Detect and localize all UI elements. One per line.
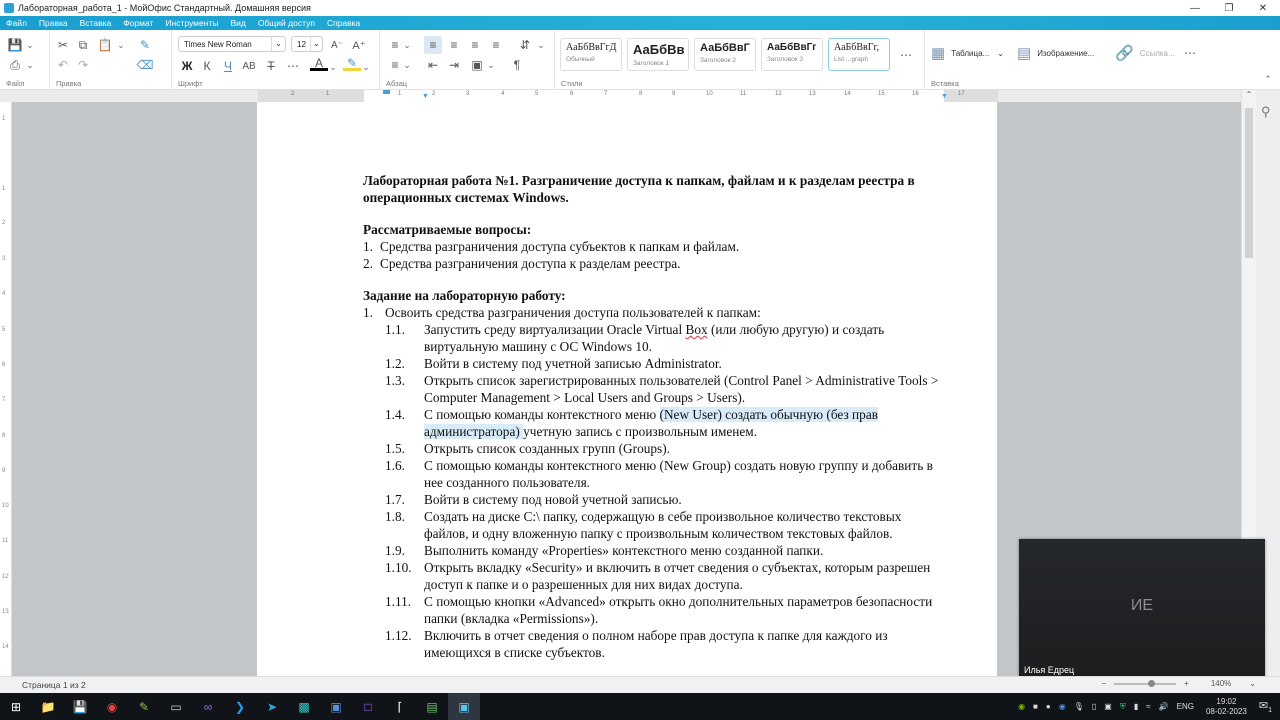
network-computer-icon[interactable]: ▤ bbox=[426, 699, 438, 714]
chevron-down-icon[interactable]: ⌄ bbox=[487, 59, 495, 70]
ruler-tick: 12 bbox=[2, 574, 9, 580]
ruler-tick: 7 bbox=[2, 397, 6, 403]
align-right-icon[interactable]: ≡ bbox=[471, 38, 479, 52]
style-list-paragraph[interactable] bbox=[828, 38, 890, 71]
group-file bbox=[0, 30, 50, 90]
list-number: 1.4. bbox=[385, 407, 405, 422]
title-bar bbox=[0, 0, 1280, 16]
terminal-icon[interactable]: ▭ bbox=[170, 699, 182, 714]
font-size-select[interactable] bbox=[291, 36, 323, 52]
ruler-tick: 14 bbox=[844, 91, 851, 97]
print-icon[interactable]: ⎙ bbox=[10, 57, 20, 72]
chevron-down-icon[interactable]: ⌄ bbox=[362, 61, 370, 72]
clock[interactable] bbox=[1206, 697, 1247, 717]
menu-file[interactable]: Файл bbox=[6, 18, 27, 28]
status-bar bbox=[0, 676, 1280, 693]
bold-button[interactable]: Ж bbox=[181, 59, 193, 73]
style-name: List ...graph bbox=[834, 56, 868, 63]
chrome-icon[interactable]: ◉ bbox=[106, 699, 118, 714]
list-number: 1.8. bbox=[385, 509, 405, 524]
line-spacing-icon[interactable]: ⇵ bbox=[519, 38, 531, 52]
insert-image-button[interactable] bbox=[1017, 44, 1094, 62]
decrease-indent-icon[interactable]: ⇤ bbox=[427, 58, 439, 72]
cut-icon[interactable]: ✂ bbox=[57, 38, 69, 52]
usb-icon[interactable]: ▯ bbox=[1091, 702, 1097, 711]
page-indicator: Страница 1 из 2 bbox=[22, 680, 86, 690]
strikethrough-button[interactable]: Т bbox=[267, 59, 275, 73]
ruler-tick: 7 bbox=[604, 91, 608, 97]
format-painter-icon[interactable]: ✎ bbox=[139, 38, 151, 52]
menu-view[interactable]: Вид bbox=[230, 18, 246, 28]
twitch-icon[interactable]: □ bbox=[364, 699, 372, 714]
list-item bbox=[363, 304, 943, 321]
list-number: 2. bbox=[363, 256, 373, 271]
scrollbar-thumb[interactable] bbox=[1245, 108, 1253, 258]
document-title: Лабораторная работа №1. Разграничение доступа к папкам, файлам и к разделам реестра в операционных системах Windows. bbox=[363, 173, 915, 205]
menu-bar bbox=[0, 16, 1280, 30]
myoffice-icon[interactable]: ▣ bbox=[448, 693, 480, 720]
group-label-paragraph: Абзац bbox=[386, 79, 408, 88]
chevron-down-icon[interactable]: ⌄ bbox=[310, 37, 322, 51]
zoom-slider[interactable] bbox=[1114, 683, 1176, 685]
caps-button[interactable]: АВ bbox=[242, 60, 256, 72]
list-item bbox=[363, 559, 943, 593]
network-app-icon[interactable]: ▣ bbox=[330, 699, 342, 714]
window-title: Лабораторная_работа_1 - МойОфис Стандартный. Домашняя версия bbox=[18, 3, 311, 13]
insert-table-label: Таблица... bbox=[951, 48, 990, 58]
notifications-icon[interactable]: $✉_1$ bbox=[1258, 699, 1272, 715]
link-icon: 🔗 bbox=[1115, 45, 1134, 62]
font-name-select[interactable] bbox=[178, 36, 286, 52]
ruler-tick: 8 bbox=[639, 91, 643, 97]
undo-icon[interactable]: ↶ bbox=[57, 58, 69, 72]
align-justify-icon[interactable]: ≡ bbox=[492, 38, 500, 52]
align-left-icon[interactable]: ≡ bbox=[424, 36, 442, 54]
microphone-icon[interactable]: 🎙 bbox=[1073, 702, 1084, 711]
redo-icon[interactable]: ↷ bbox=[77, 58, 89, 72]
steam-icon[interactable]: ◉ bbox=[1058, 702, 1066, 711]
style-name: Заголовок 2 bbox=[700, 57, 736, 64]
list-number: 1. bbox=[363, 239, 373, 254]
list-number: 1.9. bbox=[385, 543, 405, 558]
ruler-tick: 2 bbox=[432, 91, 436, 97]
ruler-tick: 1 bbox=[398, 91, 402, 97]
restore-button[interactable]: ❐ bbox=[1224, 2, 1234, 14]
ruler-tick: 10 bbox=[2, 503, 9, 509]
list-item bbox=[363, 542, 943, 559]
group-label-file: Файл bbox=[6, 79, 25, 88]
list-text: Открыть вкладку «Security» и включить в отчет сведения о субъектах, которым разрешен доступ к папке и о разрешенных для них видах доступа. bbox=[424, 560, 931, 592]
menu-insert[interactable]: Вставка bbox=[79, 18, 112, 28]
increase-font-icon[interactable]: A⁺ bbox=[352, 39, 366, 52]
font-name-value: Times New Roman bbox=[184, 40, 252, 49]
ruler-tick: 5 bbox=[2, 327, 6, 333]
group-paragraph bbox=[380, 30, 555, 90]
list-number: 1.7. bbox=[385, 492, 405, 507]
list-item bbox=[363, 255, 943, 272]
text-selection[interactable]: (New User) создать обычную (без прав администратора) bbox=[424, 407, 878, 439]
document-page[interactable] bbox=[257, 102, 997, 676]
minimize-button[interactable]: — bbox=[1190, 2, 1200, 14]
battery-icon[interactable]: ▮ bbox=[1133, 702, 1139, 711]
insert-link-label: Ссылка... bbox=[1139, 48, 1175, 58]
volume-icon[interactable]: 🔊 bbox=[1158, 702, 1169, 711]
ruler-tick: 8 bbox=[2, 433, 6, 439]
list-item bbox=[363, 372, 943, 406]
ruler-tick: 4 bbox=[2, 291, 6, 297]
more-styles-icon[interactable]: ⋯ bbox=[900, 48, 912, 62]
ruler-tick: 3 bbox=[2, 256, 6, 262]
insert-table-button[interactable] bbox=[931, 44, 1004, 62]
paste-icon[interactable]: 📋 bbox=[97, 38, 113, 52]
image-icon: ▤ bbox=[1017, 45, 1032, 62]
pilcrow-icon[interactable]: ¶ bbox=[513, 58, 521, 72]
menu-edit[interactable]: Правка bbox=[38, 18, 68, 28]
zoom-control bbox=[1101, 679, 1256, 688]
participant-initials: ИЕ bbox=[1130, 597, 1154, 614]
style-heading-1[interactable] bbox=[627, 38, 689, 71]
menu-share[interactable]: Общий доступ bbox=[257, 18, 315, 28]
scroll-up-icon[interactable]: ⌃ bbox=[1245, 90, 1253, 99]
list-number: 1.1. bbox=[385, 322, 405, 337]
list-text: С помощью команды контекстного меню (New Group) создать новую группу и добавить в нее созданного пользователя. bbox=[424, 458, 933, 490]
chevron-down-icon[interactable]: ⌄ bbox=[26, 59, 34, 70]
table-icon: ▦ bbox=[931, 45, 946, 62]
group-label-styles: Стили bbox=[561, 79, 583, 88]
list-item bbox=[363, 508, 943, 542]
eraser-icon[interactable]: ⌫ bbox=[136, 58, 154, 72]
nvidia-icon[interactable]: ◉ bbox=[1018, 702, 1026, 711]
list-item bbox=[363, 457, 943, 491]
insert-image-label: Изображение... bbox=[1037, 48, 1095, 58]
start-icon[interactable]: ⊞ bbox=[10, 699, 22, 714]
file-explorer-icon[interactable]: 📁 bbox=[40, 699, 56, 714]
ruler-tick: 6 bbox=[570, 91, 574, 97]
bullet-list-icon[interactable]: ≡ bbox=[391, 38, 399, 52]
taskbar bbox=[0, 693, 1280, 720]
style-preview: АаБбВвГг bbox=[767, 42, 817, 53]
style-preview: АаБбВв bbox=[633, 42, 685, 57]
ruler-tick: 16 bbox=[912, 91, 919, 97]
list-number: 1.5. bbox=[385, 441, 405, 456]
list-number: 1.11. bbox=[385, 594, 412, 609]
ruler-tick: 2 bbox=[291, 91, 295, 97]
style-preview: АаБбВвГг, bbox=[834, 42, 880, 53]
ruler-tick: 2 bbox=[2, 220, 6, 226]
app-tray-icon[interactable]: ■ bbox=[1033, 702, 1038, 711]
chevron-down-icon[interactable]: ⌄ bbox=[997, 48, 1004, 58]
borders-icon[interactable]: ▣ bbox=[471, 58, 483, 72]
left-indent-marker[interactable]: ▼ bbox=[422, 93, 429, 100]
font-color-icon[interactable]: A bbox=[310, 57, 328, 71]
group-insert bbox=[925, 30, 1280, 90]
increase-indent-icon[interactable]: ⇥ bbox=[448, 58, 460, 72]
more-icon[interactable]: ⋯ bbox=[287, 59, 299, 73]
list-text: С помощью команды контекстного меню (New User) создать обычную (без прав администратора) учетную запись с произвольным именем. bbox=[424, 407, 878, 439]
participant-name: Илья Едрец bbox=[1024, 665, 1075, 675]
vscode-icon[interactable]: ❯ bbox=[234, 699, 246, 714]
menu-tools[interactable]: Инструменты bbox=[165, 18, 219, 28]
list-item bbox=[363, 627, 943, 661]
menu-help[interactable]: Справка bbox=[326, 18, 361, 28]
list-number: 1.6. bbox=[385, 458, 405, 473]
ruler-tick: 5 bbox=[535, 91, 539, 97]
zoom-slider-knob[interactable] bbox=[1148, 680, 1155, 687]
chevron-down-icon[interactable]: ⌄ bbox=[329, 61, 337, 72]
list-item bbox=[363, 406, 943, 440]
building-app-icon[interactable]: ▩ bbox=[298, 699, 310, 714]
list-item bbox=[363, 238, 943, 255]
spellcheck-word[interactable]: Box bbox=[685, 322, 708, 337]
ruler-tick: 6 bbox=[2, 362, 6, 368]
group-label-font: Шрифт bbox=[178, 79, 203, 88]
telegram-icon[interactable]: ➤ bbox=[266, 699, 278, 714]
ruler-tick: 12 bbox=[775, 91, 782, 97]
list-item bbox=[363, 440, 943, 457]
highlight-icon[interactable]: ✎ bbox=[343, 57, 361, 71]
zoom-out-button[interactable]: − bbox=[1101, 679, 1107, 688]
ruler-tick: 15 bbox=[878, 91, 885, 97]
style-preview: АаБбВвГгД bbox=[566, 42, 617, 53]
search-icon[interactable]: ⚲ bbox=[1261, 104, 1271, 119]
visual-studio-icon[interactable]: ∞ bbox=[203, 699, 213, 714]
ruler-tick: 10 bbox=[706, 91, 713, 97]
style-heading-2[interactable] bbox=[694, 38, 756, 71]
list-number: 1.3. bbox=[385, 373, 405, 388]
list-text: Выполнить команду «Properties» контекстного меню созданной папки. bbox=[424, 543, 824, 558]
tray-icon[interactable]: ● bbox=[1045, 702, 1051, 711]
list-text: Средства разграничения доступа субъектов к папкам и файлам. bbox=[380, 239, 740, 254]
copy-icon[interactable]: ⧉ bbox=[78, 37, 88, 52]
list-number: 1.10. bbox=[385, 560, 412, 575]
vertical-ruler bbox=[0, 102, 12, 676]
list-item bbox=[363, 593, 943, 627]
list-text: Открыть список созданных групп (Groups). bbox=[424, 441, 670, 456]
style-name: Заголовок 3 bbox=[767, 56, 803, 63]
more-insert-icon[interactable]: ⋯ bbox=[1184, 46, 1196, 60]
video-call-tile[interactable] bbox=[1019, 539, 1265, 677]
group-label-insert: Вставка bbox=[931, 79, 959, 88]
ruler-tick: 9 bbox=[672, 91, 676, 97]
list-number: 1. bbox=[363, 305, 373, 320]
list-text: Освоить средства разграничения доступа пользователей к папкам: bbox=[385, 305, 761, 320]
zoom-in-button[interactable]: + bbox=[1184, 679, 1189, 688]
ruler-tick: 11 bbox=[740, 91, 747, 97]
notification-count: 1 bbox=[1268, 707, 1272, 715]
group-styles bbox=[555, 30, 925, 90]
italic-button[interactable]: К bbox=[203, 59, 211, 73]
chevron-down-icon[interactable]: ⌄ bbox=[1249, 679, 1256, 688]
list-text: Создать на диске C:\ папку, содержащую в себе произвольное количество текстовых файлов, и одну вложенную папку с произвольным количеством текстовых файлов. bbox=[424, 509, 902, 541]
first-line-indent-marker[interactable] bbox=[383, 90, 390, 94]
chevron-down-icon[interactable]: ⌄ bbox=[271, 37, 285, 51]
chevron-down-icon[interactable]: ⌄ bbox=[26, 39, 34, 50]
ruler-tick: 1 bbox=[2, 186, 6, 192]
menu-format[interactable]: Формат bbox=[123, 18, 154, 28]
decrease-font-icon[interactable]: A⁻ bbox=[331, 39, 343, 51]
style-normal[interactable] bbox=[560, 38, 622, 71]
zoom-level[interactable]: 140% bbox=[1210, 679, 1232, 688]
task-heading: Задание на лабораторную работу: bbox=[363, 288, 566, 303]
chevron-down-icon[interactable]: ⌄ bbox=[403, 59, 411, 70]
group-edit bbox=[50, 30, 172, 90]
collapse-ribbon-icon[interactable]: ⌃ bbox=[1264, 73, 1272, 84]
style-name: Заголовок 1 bbox=[633, 60, 669, 67]
list-number: 1.12. bbox=[385, 628, 412, 643]
horizontal-ruler[interactable] bbox=[258, 90, 998, 102]
scissors-app-icon[interactable]: ⌈ bbox=[397, 699, 403, 714]
list-text: Войти в систему под учетной записью Administrator. bbox=[424, 356, 722, 371]
list-item bbox=[363, 321, 943, 355]
chevron-down-icon[interactable]: ⌄ bbox=[403, 39, 411, 50]
style-preview: АаБбВвГ bbox=[700, 42, 750, 54]
language-indicator[interactable]: ENG bbox=[1176, 702, 1194, 711]
document-body[interactable] bbox=[363, 172, 943, 661]
chevron-down-icon[interactable]: ⌄ bbox=[537, 39, 545, 50]
ruler-tick: 13 bbox=[809, 91, 816, 97]
ruler-tick: 17 bbox=[958, 91, 965, 97]
save-icon[interactable]: 💾 bbox=[7, 38, 23, 52]
clock-date: 08-02-2023 bbox=[1205, 706, 1247, 716]
clock-time: 19:02 bbox=[1216, 696, 1237, 706]
font-size-value: 12 bbox=[297, 40, 306, 49]
style-heading-3[interactable] bbox=[761, 38, 823, 71]
display-icon[interactable]: ▣ bbox=[1104, 702, 1112, 711]
list-number: 1.2. bbox=[385, 356, 405, 371]
wifi-icon[interactable]: ≈ bbox=[1146, 702, 1151, 711]
ruler-tick: 4 bbox=[501, 91, 505, 97]
security-icon[interactable]: ⛨ bbox=[1119, 701, 1126, 711]
ruler-tick: 14 bbox=[2, 644, 9, 650]
ruler-tick: 3 bbox=[466, 91, 470, 97]
numbered-list-icon[interactable]: ≡ bbox=[391, 58, 399, 72]
ruler-tick: 9 bbox=[2, 468, 6, 474]
save-app-icon[interactable]: 💾 bbox=[72, 699, 88, 714]
close-button[interactable]: ✕ bbox=[1258, 2, 1268, 14]
align-center-icon[interactable]: ≡ bbox=[450, 38, 458, 52]
right-indent-marker[interactable]: ▼ bbox=[941, 93, 948, 100]
insert-link-button[interactable] bbox=[1115, 44, 1175, 62]
group-label-edit: Правка bbox=[56, 79, 82, 88]
notepad-plus-icon[interactable]: ✎ bbox=[138, 699, 150, 714]
ruler-tick: 1 bbox=[2, 116, 6, 122]
chevron-down-icon[interactable]: ⌄ bbox=[117, 39, 125, 50]
questions-heading: Рассматриваемые вопросы: bbox=[363, 222, 532, 237]
ruler-tick: 1 bbox=[326, 91, 330, 97]
list-text: Запустить среду виртуализации Oracle Virtual Box (или любую другую) и создать виртуальную машину с ОС Windows 10. bbox=[424, 322, 885, 354]
list-text: Открыть список зарегистрированных пользователей (Control Panel > Administrative Tools > Computer Management > Local Users and Groups > Users). bbox=[424, 373, 939, 405]
ribbon bbox=[0, 30, 1280, 90]
list-text: С помощью кнопки «Advanced» открыть окно дополнительных параметров безопасности папки (вкладка «Permissions»). bbox=[424, 594, 933, 626]
list-item bbox=[363, 355, 943, 372]
ruler-tick: 11 bbox=[2, 538, 9, 544]
style-name: Обычный bbox=[566, 56, 595, 63]
app-icon bbox=[4, 3, 14, 13]
list-text: Средства разграничения доступа к разделам реестра. bbox=[380, 256, 681, 271]
system-tray bbox=[1014, 693, 1280, 720]
underline-button[interactable]: Ч bbox=[224, 59, 232, 73]
list-text: Войти в систему под новой учетной записью. bbox=[424, 492, 682, 507]
list-item bbox=[363, 491, 943, 508]
list-text: Включить в отчет сведения о полном наборе прав доступа к папке для каждого из имеющихся в списке субъектов. bbox=[424, 628, 888, 660]
ruler-tick: 13 bbox=[2, 609, 9, 615]
